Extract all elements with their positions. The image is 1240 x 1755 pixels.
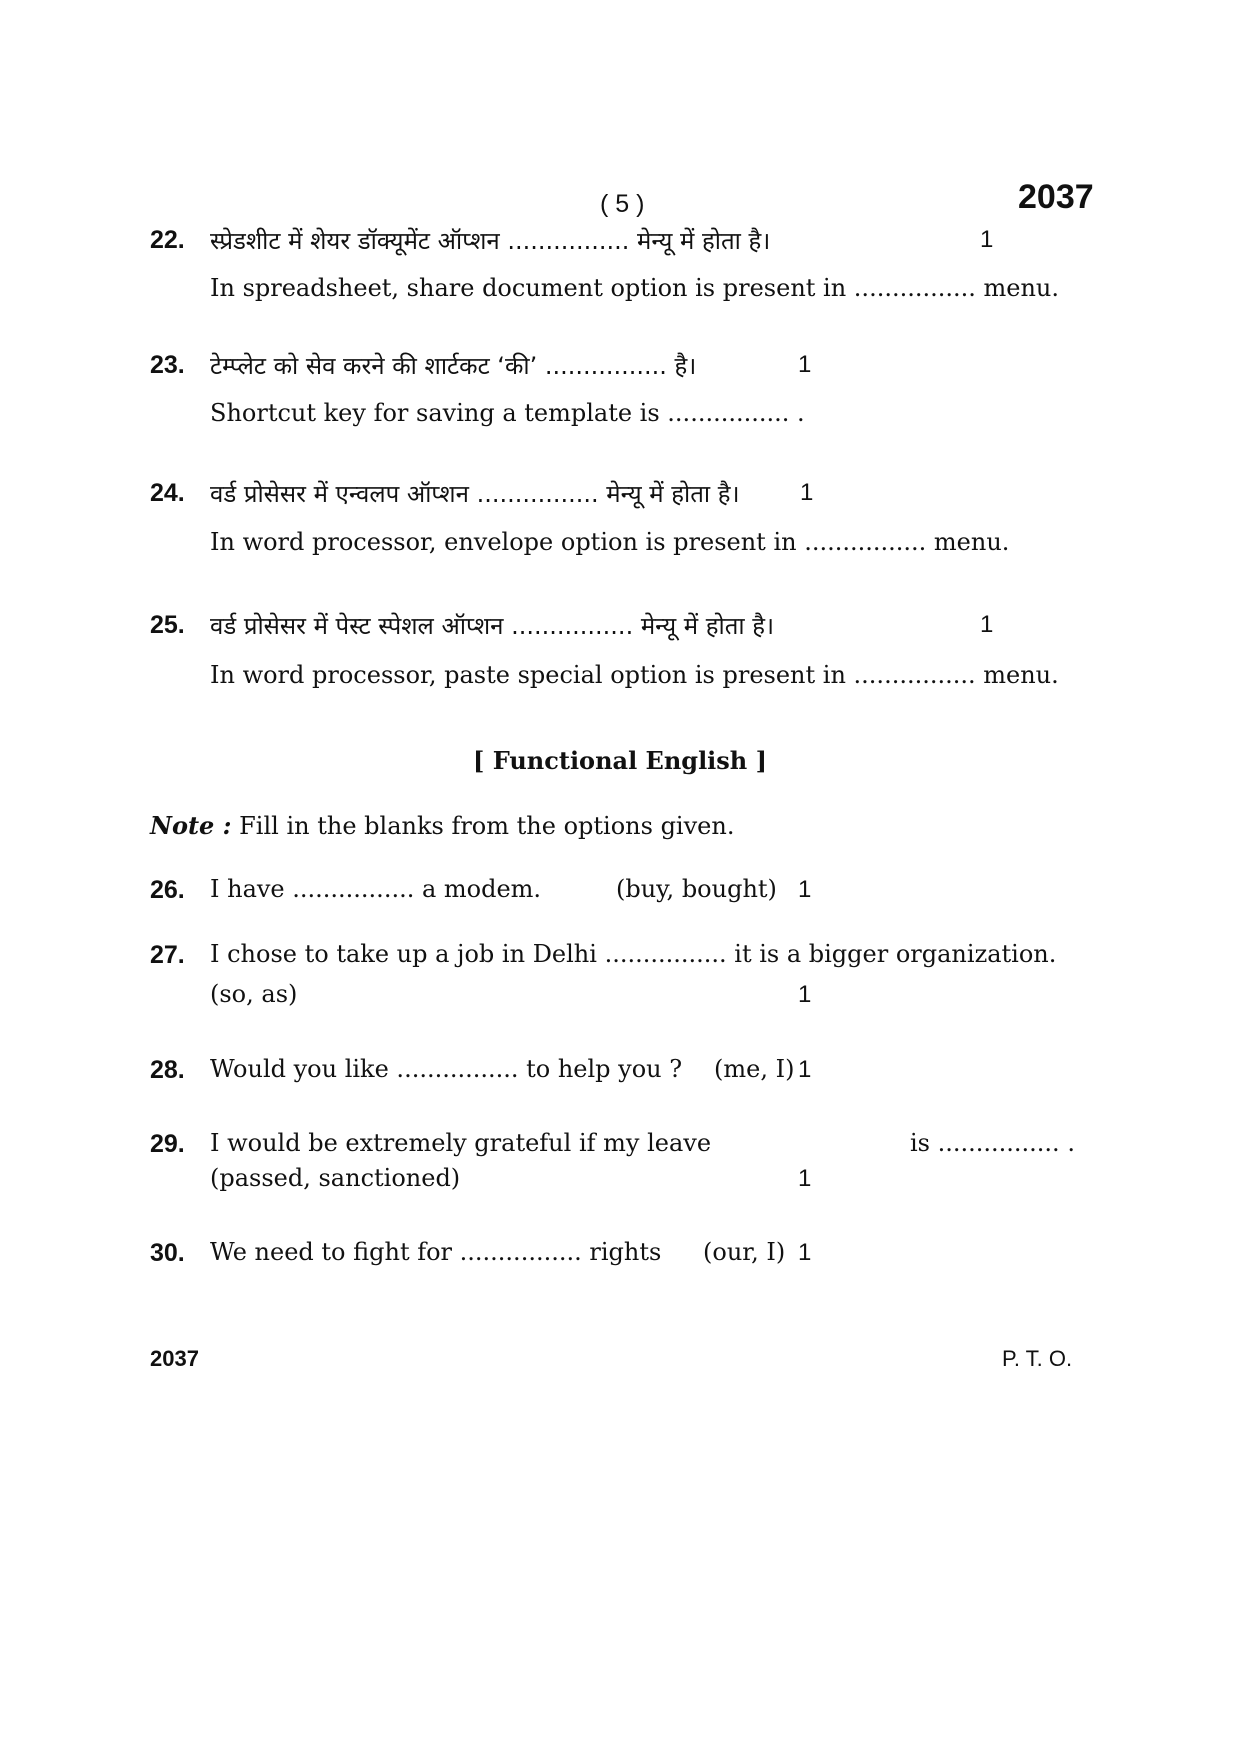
question-number: 26. <box>150 876 185 904</box>
question-marks: 1 <box>798 981 812 1008</box>
question-hindi-text: वर्ड प्रोसेसर में पेस्ट स्पेशल ऑप्शन ................ मेन्यू में होता है। <box>210 612 775 640</box>
question-marks: 1 <box>980 611 994 638</box>
question-english-text: Shortcut key for saving a template is ................ . <box>210 399 805 427</box>
question-number: 25. <box>150 611 185 639</box>
question-text: I chose to take up a job in Delhi ................ it is a bigger organization. <box>210 940 1057 968</box>
question-text: Would you like ................ to help you ? <box>210 1055 683 1083</box>
note-label: Note : <box>150 811 232 840</box>
question-options: (buy, bought) <box>616 875 777 903</box>
question-text: I have ................ a modem. <box>210 875 542 903</box>
question-marks: 1 <box>798 1056 812 1083</box>
paper-code: 2037 <box>1018 178 1094 216</box>
question-marks: 1 <box>798 1165 812 1192</box>
question-text-tail: is ................ . <box>910 1129 1075 1157</box>
note-line <box>150 811 734 840</box>
question-options: (our, I) <box>703 1238 786 1266</box>
footer-paper-code: 2037 <box>150 1346 199 1371</box>
question-english-text: In word processor, paste special option is present in ................ menu. <box>210 661 1059 689</box>
question-options: (passed, sanctioned) <box>210 1164 461 1192</box>
question-number: 27. <box>150 941 185 969</box>
question-hindi-text: टेम्प्लेट को सेव करने की शार्टकट ‘की’ ................ है। <box>210 352 697 380</box>
question-options: (so, as) <box>210 980 298 1008</box>
question-number: 24. <box>150 479 185 507</box>
question-number: 30. <box>150 1239 185 1267</box>
page-number: ( 5 ) <box>600 190 645 218</box>
question-number: 29. <box>150 1130 185 1158</box>
question-number: 22. <box>150 226 185 254</box>
note-text: Fill in the blanks from the options given. <box>239 812 735 840</box>
question-number: 23. <box>150 351 185 379</box>
question-number: 28. <box>150 1056 185 1084</box>
question-text: We need to fight for ................ rights <box>210 1238 662 1266</box>
question-marks: 1 <box>980 226 994 253</box>
question-options: (me, I) <box>714 1055 795 1083</box>
question-hindi-text: स्प्रेडशीट में शेयर डॉक्यूमेंट ऑप्शन ................ मेन्यू में होता है। <box>210 227 771 255</box>
question-hindi-text: वर्ड प्रोसेसर में एन्वलप ऑप्शन ................ मेन्यू में होता है। <box>210 480 740 508</box>
question-english-text: In word processor, envelope option is present in ................ menu. <box>210 528 1010 556</box>
question-text: I would be extremely grateful if my leave <box>210 1129 712 1157</box>
question-marks: 1 <box>800 479 814 506</box>
question-marks: 1 <box>798 1239 812 1266</box>
question-marks: 1 <box>798 351 812 378</box>
section-heading: [ Functional English ] <box>473 746 767 775</box>
question-english-text: In spreadsheet, share document option is present in ................ menu. <box>210 274 1059 302</box>
question-marks: 1 <box>798 876 812 903</box>
footer-pto: P. T. O. <box>1002 1346 1073 1371</box>
